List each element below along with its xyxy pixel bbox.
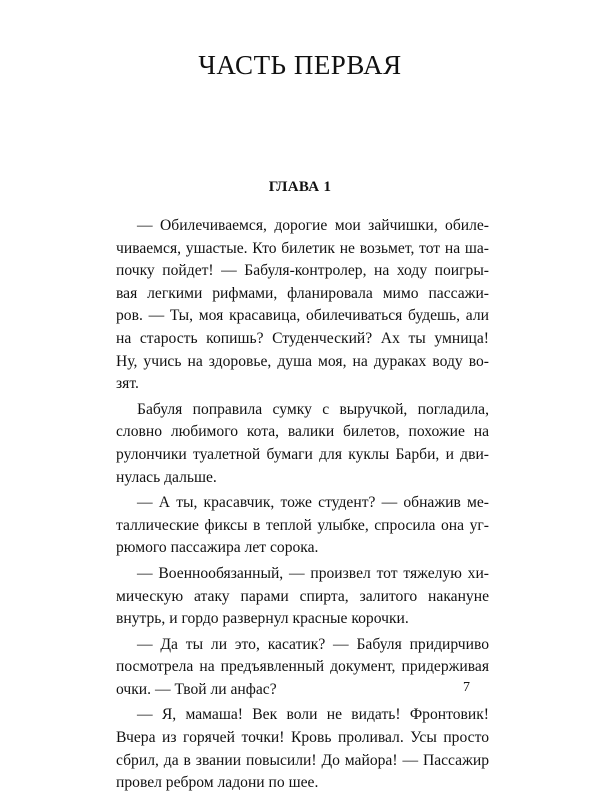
text-line: мическую атаку парами спирта, залитого накануне bbox=[116, 587, 489, 605]
text-line: рюмого пассажира лет сорока. bbox=[116, 539, 319, 557]
text-line: почку пойдет! — Бабуля-контролер, на ходу поигры- bbox=[116, 262, 489, 280]
text-line: — А ты, красавчик, тоже студент? — обнажив ме- bbox=[137, 494, 489, 512]
body-text bbox=[116, 215, 489, 795]
page-number: 7 bbox=[463, 680, 470, 695]
text-line: сбрил, да в звании повысили! До майора! — Пассажир bbox=[116, 751, 489, 769]
chapter-title: ГЛАВА 1 bbox=[268, 179, 332, 195]
paragraph bbox=[116, 634, 489, 702]
text-line: посмотрела на предъявленный документ, придерживая bbox=[116, 658, 489, 676]
text-line: Бабуля поправила сумку с выручкой, погладила, bbox=[137, 400, 489, 418]
text-line: — Да ты ли это, касатик? — Бабуля придирчиво bbox=[137, 635, 489, 653]
paragraph bbox=[116, 563, 489, 631]
text-line: внутрь, и гордо развернул красные корочки. bbox=[116, 610, 409, 628]
text-line: очки. — Твой ли анфас? bbox=[116, 680, 277, 698]
text-line: Вчера из горячей точки! Кровь проливал. Усы просто bbox=[116, 729, 489, 747]
paragraph bbox=[116, 492, 489, 560]
text-line: таллические фиксы в теплой улыбке, спросила она уг- bbox=[116, 516, 489, 534]
text-line: провел ребром ладони по шее. bbox=[116, 774, 319, 792]
text-line: словно любимого кота, валики билетов, похожие на bbox=[116, 423, 489, 441]
part-title: ЧАСТЬ ПЕРВАЯ bbox=[198, 50, 402, 80]
text-line: чиваемся, ушастые. Кто билетик не возьмет, тот на ша- bbox=[116, 239, 489, 257]
text-line: вая легкими рифмами, фланировала мимо пассажи- bbox=[116, 284, 489, 302]
text-line: — Обилечиваемся, дорогие мои зайчишки, обиле- bbox=[137, 217, 489, 234]
text-line: на старость копишь? Студенческий? Ах ты умница! bbox=[116, 329, 489, 347]
text-line: нулась дальше. bbox=[116, 468, 217, 486]
text-line: — Военнообязанный, — произвел тот тяжелую хи- bbox=[137, 564, 489, 582]
paragraph bbox=[116, 399, 489, 489]
paragraph bbox=[116, 215, 489, 396]
text-line: рулончики туалетной бумаги для куклы Барби, и дви- bbox=[116, 445, 489, 463]
text-line: ров. — Ты, моя красавица, обилечиваться будешь, али bbox=[116, 307, 489, 325]
text-line: Ну, учись на здоровье, душа моя, на дураках воду во- bbox=[116, 352, 489, 370]
text-line: — Я, мамаша! Век воли не видать! Фронтовик! bbox=[137, 706, 489, 724]
text-line: зят. bbox=[116, 375, 139, 393]
